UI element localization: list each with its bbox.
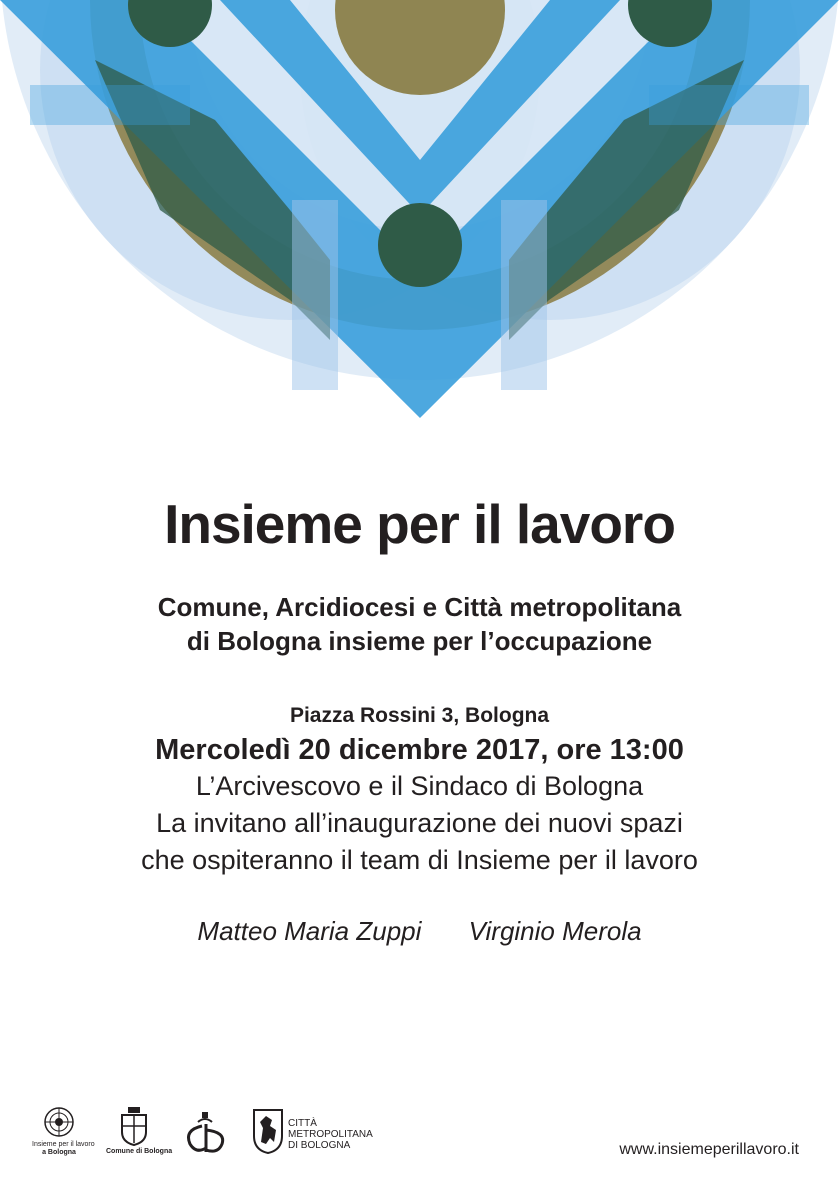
logo2-caption: Comune di Bologna bbox=[106, 1148, 173, 1155]
logo-citta-metropolitana bbox=[252, 1108, 373, 1158]
lower-center-circle bbox=[378, 203, 462, 287]
poster-title: Insieme per il lavoro bbox=[164, 493, 675, 555]
logo-comune-di-bologna bbox=[106, 1106, 173, 1156]
pillar-right bbox=[501, 200, 547, 390]
body-line-2: La invitano all’inaugurazione dei nuovi spazi bbox=[156, 808, 683, 838]
logo4-text-3: DI BOLOGNA bbox=[288, 1140, 351, 1151]
website-url[interactable]: www.insiemeperillavoro.it bbox=[619, 1141, 799, 1158]
subtitle-line-2: di Bologna insieme per l’occupazione bbox=[186, 626, 653, 656]
event-address: Piazza Rossini 3, Bologna bbox=[289, 704, 550, 727]
bologna-coat-of-arms-icon bbox=[119, 1106, 149, 1146]
logo-arcidiocesi bbox=[180, 1108, 230, 1156]
logo-insieme-per-il-lavoro bbox=[32, 1106, 95, 1156]
signatory-archbishop: Matteo Maria Zuppi bbox=[197, 916, 422, 946]
arcidiocesi-emblem-icon bbox=[180, 1108, 230, 1156]
header-graphic bbox=[0, 0, 839, 430]
pillar-left bbox=[292, 200, 338, 390]
body-line-1: L’Arcivescovo e il Sindaco di Bologna bbox=[195, 771, 644, 801]
metropolitan-lion-icon bbox=[252, 1108, 284, 1154]
signatories bbox=[0, 914, 839, 948]
side-bar-left bbox=[30, 85, 190, 125]
logo4-text-1: CITTÀ bbox=[288, 1118, 317, 1129]
subtitle-line-1: Comune, Arcidiocesi e Città metropolitana bbox=[157, 592, 682, 622]
signatory-mayor: Virginio Merola bbox=[468, 916, 642, 946]
logo1-caption-1: Insieme per il lavoro bbox=[32, 1141, 95, 1148]
side-bar-right bbox=[649, 85, 809, 125]
body-line-3: che ospiteranno il team di Insieme per il lavoro bbox=[141, 845, 698, 875]
insieme-seal-icon bbox=[38, 1106, 80, 1138]
event-datetime: Mercoledì 20 dicembre 2017, ore 13:00 bbox=[155, 734, 684, 766]
logo4-text-2: METROPOLITANA bbox=[288, 1129, 373, 1140]
logo1-caption-2: a Bologna bbox=[42, 1149, 76, 1156]
